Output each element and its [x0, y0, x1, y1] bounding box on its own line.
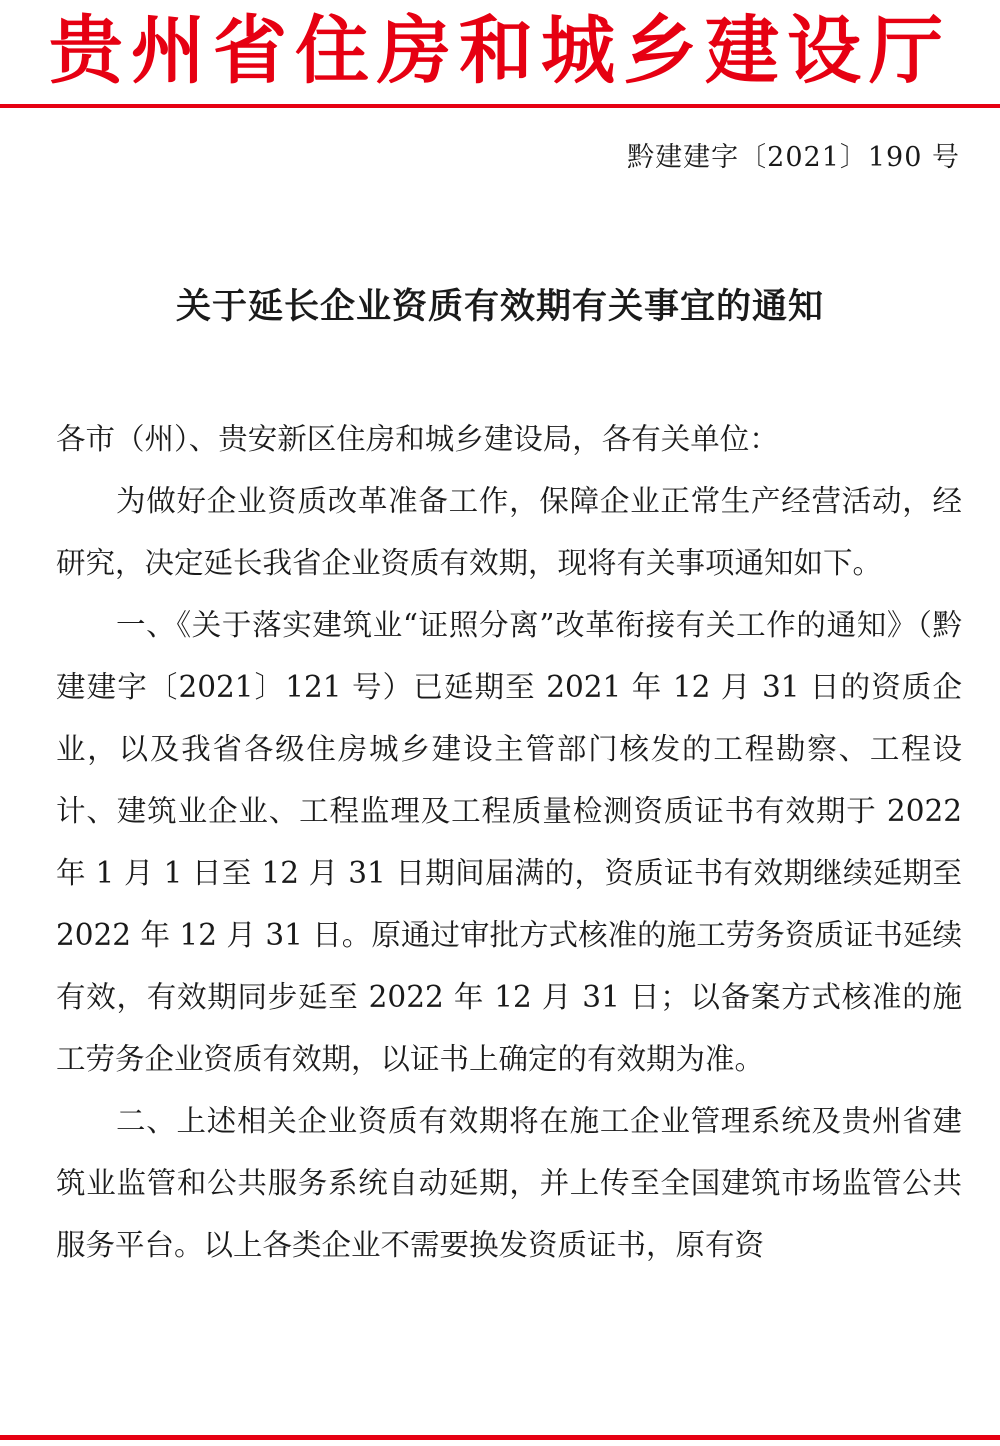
document-title: 关于延长企业资质有效期有关事宜的通知: [175, 286, 824, 327]
red-header-rule: [0, 104, 1000, 108]
paragraph-intro: 为做好企业资质改革准备工作，保障企业正常生产经营活动，经研究，决定延长我省企业资质有效期，现将有关事项通知如下。: [56, 484, 962, 580]
document-number: 黔建建字〔2021〕190 号: [627, 142, 960, 173]
red-footer-rule: [0, 1435, 1000, 1440]
issuing-authority-title: 贵州省住房和城乡建设厅: [49, 8, 951, 94]
paragraph-item-1: 一、《关于落实建筑业“证照分离”改革衔接有关工作的通知》（黔建建字〔2021〕121 号）已延期至 2021 年 12 月 31 日的资质企业，以及我省各级住房城乡建设主管部门核发的工程勘察、工程设计、建筑业企业、工程监理及工程质量检测资质证书有效期于 2022 年 1 月 1 日至 12 月 31 日期间届满的，资质证书有效期继续延期至 2022 年 12 月 31 日。原通过审批方式核准的施工劳务资质证书延续有效，有效期同步延至 2022 年 12 月 31 日；以备案方式核准的施工劳务企业资质有效期，以证书上确定的有效期为准。: [56, 608, 962, 1076]
paragraph-item-2: 二、上述相关企业资质有效期将在施工企业管理系统及贵州省建筑业监管和公共服务系统自动延期，并上传至全国建筑市场监管公共服务平台。以上各类企业不需要换发资质证书，原有资: [56, 1104, 962, 1262]
salutation: 各市（州）、贵安新区住房和城乡建设局，各有关单位：: [56, 422, 779, 456]
document-body: [56, 408, 962, 1276]
